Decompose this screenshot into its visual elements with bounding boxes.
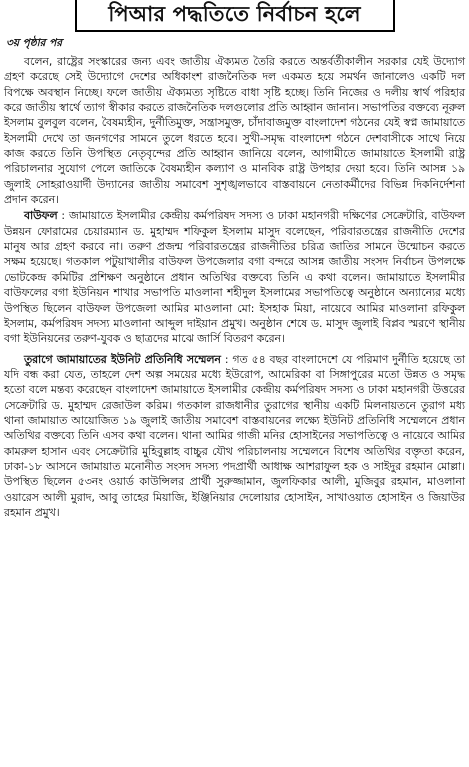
paragraph-1: বলেন, রাষ্ট্রের সংস্কারের জন্য এবং জাতীয় ঐক্যমত তৈরি করতে অন্তর্বর্তীকালীন সরকার যেই উদ্যোগ গ্রহণ করেছে সেই উদ্যোগে দেশের অধিকাংশ রাজনৈতিক দল একমত হয়ে সমর্থন জানালেও একটি দল বিপক্ষে অবস্থান নিচ্ছে। ফলে জাতীয় ঐক্যমত্য সৃষ্টিতে বাধা সৃষ্টি হচ্ছে। তিনি নিজের ও দলীয় স্বার্থ পরিহার করে জাতীয় স্বার্থে ত্যাগ স্বীকার করতে রাজনৈতিক দলগুলোর প্রতি আহ্বান জানান। সভাপতির বক্তব্যে নূরুল ইসলাম বুলবুল বলেন, বৈষম্যহীন, দুর্নীতিমুক্ত, সন্ত্রাসমুক্ত, চাঁদাবাজমুক্ত বাংলাদেশ গঠনের যেই স্বপ্ন জামায়াতে ইসলামী দেখে তা জনগণের সামনে তুলে ধরতে হবে। সুখী-সমৃদ্ধ বাংলাদেশ গঠনে দেশবাসীকে সাথে নিয়ে কাজ করতে তিনি উপস্থিত নেতৃবৃন্দের প্রতি আহ্বান জানিয়ে বলেন, আগামীতে জামায়াতে ইসলামী রাষ্ট্র পরিচালনার সুযোগ পেলে জাতিকে বৈষম্যহীন কল্যাণ ও মানবিক রাষ্ট্র উপহার দেয়া হবে। তিনি আসন্ন ১৯ জুলাই সোহরাওয়ার্দী উদ্যানের জাতীয় সমাবেশ সুশৃঙ্খলভাবে বাস্তবায়নে নেতাকর্মীদের বিভিন্ন দিকনির্দেশনা প্রদান করেন।	[4, 55, 465, 207]
paragraph-bauphal	[4, 208, 465, 346]
paragraph-turag-text: : গত ৫৪ বছর বাংলাদেশে যে পরিমাণ দুর্নীতি হয়েছে তা যদি বন্ধ করা যেত, তাহলে দেশ অল্প সময়ের মধ্যে ইউরোপ, আমেরিকা বা সিঙ্গাপুরের মতো উন্নত ও সমৃদ্ধ হতো বলে মন্তব্য করেছেন বাংলাদেশ জামায়াতে ইসলামীর কেন্দ্রীয় কর্মপরিষদ সদস্য ও ঢাকা মহানগরী উত্তরের সেক্রেটারি ড. মুহাম্মদ রেজাউল করিম। গতকাল রাজধানীর তুরাগের স্থানীয় একটি মিলনায়তনে তুরাগ মধ্য থানা জামায়াত আয়োজিত ১৯ জুলাই জাতীয় সমাবেশ বাস্তবায়নের লক্ষ্যে ইউনিট প্রতিনিধি সম্মেলনে প্রধান অতিথির বক্তব্যে তিনি এসব কথা বলেন। থানা আমির গাজী মনির হোসাইনের সভাপতিত্বে ও নায়েবে আমির কামরুল হাসান এবং সেক্রেটারি মুহিবুল্লাহ বাচ্চুর যৌথ পরিচালনায় সম্মেলনে বিশেষ অতিথির বক্তৃতা করেন, ঢাকা-১৮ আসনে জামায়াত মনোনীত সংসদ সদস্য পদপ্রার্থী আধাক্ষ আশরাফুল হক ও সাইদুর রহমান মোল্লা। উপস্থিত ছিলেন ৫৩নং ওয়ার্ড কাউন্সিলর প্রার্থী সুরুজ্জামান, জুলফিকার আলী, মুজিবুর রহমান, মাওলানা ওয়ারেস আলী মুরাদ, আবু তাহের মিয়াজি, ইঞ্জিনিয়ার দেলোয়ার হোসাইন, সাখাওয়াত হোসাইন ও জিয়াউর রহমান প্রমুখ।	[4, 352, 465, 519]
paragraph-turag	[4, 352, 465, 521]
continued-from-note: ৩য় পৃষ্ঠার পর	[6, 37, 63, 49]
headline: পিআর পদ্ধতিতে নির্বাচন হলে	[75, 0, 395, 32]
subhead-turag: তুরাগে জামায়াতের ইউনিট প্রতিনিধি সম্মেলন	[24, 352, 221, 366]
paragraph-bauphal-text: : জামায়াতে ইসলামীর কেন্দ্রীয় কর্মপরিষদ সদস্য ও ঢাকা মহানগরী দক্ষিণের সেক্রেটারি, বাউফল উন্নয়ন ফোরামের চেয়ারম্যান ড. মুহাম্মদ শফিকুল ইসলাম মাসুদ বলেছেন, পরিবারতন্ত্রের রাজনীতি দেশের মানুষ আর গ্রহণ করবে না। তরুণ প্রজন্ম পরিবারতন্ত্রের রাজনীতির চরিত্র জাতির সামনে উন্মোচন করতে সক্ষম হয়েছে। গতকাল পটুয়াখালীর বাউফল উপজেলার বগা বন্দরে আসন্ন জাতীয় সংসদ নির্বাচন উপলক্ষে ভোটকেন্দ্র কমিটির প্রশিক্ষণ অনুষ্ঠানে প্রধান অতিথির বক্তব্যে তিনি এ কথা বলেন। জামায়াতে ইসলামীর বাউফলের বগা ইউনিয়ন শাখার সভাপতি মাওলানা শহীদুল ইসলামের সভাপতিত্বে অনুষ্ঠানে অন্যান্যের মধ্যে উপস্থিত ছিলেন বাউফল উপজেলা আমির মাওলানা মো: ইসহাক মিয়া, নায়েবে আমির মাওলানা রফিকুল ইসলাম, কর্মপরিষদ সদস্য মাওলানা আব্দুল দাইয়ান প্রমুখ। অনুষ্ঠান শেষে ড. মাসুদ জুলাই বিপ্লব স্মরণে স্থানীয় বগা ইউনিয়নের তরুণ-যুবক ও ছাত্রদের মাঝে জার্সি বিতরণ করেন।	[4, 209, 465, 346]
subhead-bauphal: বাউফল	[24, 209, 58, 223]
